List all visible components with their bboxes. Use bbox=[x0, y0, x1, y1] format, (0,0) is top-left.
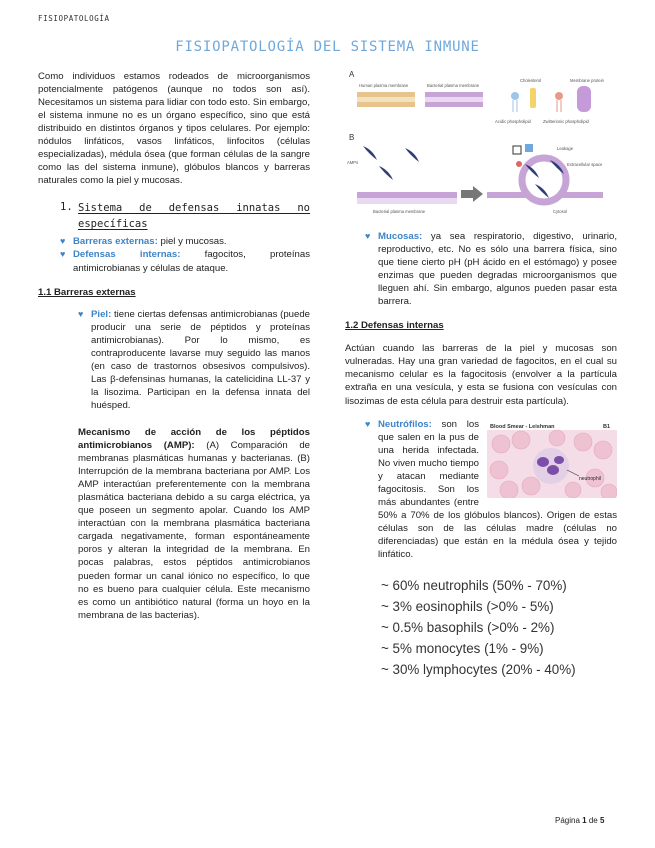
bullet-text: son los que salen en la pus de una herida infectada. No viven mucho tiempo y atacan mediante fagocitosis. Son los más abundantes (entre 50% a 70% de los glóbulos blancos). Origen de estas células son de las células madre (células no diferenciadas) que están en la médula ósea y tejido linfático. bbox=[378, 418, 617, 561]
amp-crescent-shapes bbox=[363, 146, 419, 180]
amp-mechanism-figure bbox=[345, 68, 617, 220]
heart-bullet-icon: ♥ bbox=[78, 308, 84, 319]
panel-b-label: B bbox=[349, 133, 355, 142]
bullet-label: Defensas internas: bbox=[73, 249, 181, 261]
bullet-label: Piel: bbox=[91, 308, 112, 320]
heart-bullet-icon: ♥ bbox=[365, 418, 371, 429]
page-total: 5 bbox=[599, 816, 605, 825]
smear-label: neutrophil bbox=[579, 475, 601, 482]
membrane-protein-shape bbox=[577, 86, 591, 112]
count-item: ~ 0.5% basophils (>0% - 2%) bbox=[381, 620, 555, 636]
leukocyte-counts-list bbox=[381, 575, 617, 680]
bullet-label: Neutrófilos: bbox=[378, 418, 432, 430]
zwitterionic-phospholipid-label: Zwitterionic phospholipid bbox=[543, 119, 589, 124]
section-1-title: Sistema de defensas innatas no específicas bbox=[78, 202, 310, 231]
pore-diagram bbox=[487, 144, 603, 202]
section-1-heading bbox=[60, 200, 310, 232]
subsection-1-2: 1.2 Defensas internas bbox=[345, 320, 444, 332]
count-item: ~ 60% neutrophils (50% - 70%) bbox=[381, 578, 567, 594]
cytosol-label: Cytosol bbox=[553, 209, 567, 214]
bullet-label: Barreras externas: bbox=[73, 236, 158, 248]
neutrophil-cell bbox=[533, 448, 569, 484]
count-item: ~ 3% eosinophils (>0% - 5%) bbox=[381, 599, 554, 615]
bullet-text: piel y mucosas. bbox=[157, 236, 227, 248]
running-head: FISIOPATOLOGÍA bbox=[38, 14, 110, 23]
count-item: ~ 5% monocytes (1% - 9%) bbox=[381, 641, 544, 657]
bacterial-membrane-b bbox=[357, 192, 457, 204]
bullet-text: fagocitos, proteínas antimicrobianas y células de ataque. bbox=[73, 249, 310, 274]
bullet-piel bbox=[78, 308, 310, 412]
heart-bullet-icon: ♥ bbox=[365, 231, 371, 241]
intro-paragraph: Como individuos estamos rodeados de microorganismos potencialmente patógenos (aunque no todos son así). Necesitamos un sistema para lidiar con todo esto. Sin embargo, el sistema inmune no es un órgano específico, sino que está distribuido en distintos órganos y tipos celulares. Por ejemplo: nódulos linfáticos, vasos linfáticos, linfocitos (células especializadas), médula ósea (que forman células de la sangre como las del sistema inmune), glóbulos blancos y barreras naturales como la piel y mucosas. bbox=[38, 71, 310, 187]
bacterial-membrane-bilayer bbox=[425, 92, 483, 107]
leakage-label: Leakage bbox=[557, 146, 574, 151]
membrane-protein-label: Membrane protein bbox=[570, 78, 604, 83]
page-footer bbox=[555, 816, 604, 827]
bullet-neutrofilos bbox=[365, 418, 617, 562]
bullet-defensas bbox=[60, 248, 310, 274]
bullet-text: ya sea respiratorio, digestivo, urinario, reproductivo, etc. No es sólo una barrera física, sino que tiene cierto pH (pH ácido en el estómago) y posee enzimas que pueden degradas microorganismos que lleguen ahí. Sin embargo, algunos pueden pasar esta barrera. bbox=[378, 231, 617, 308]
amp-text: (A) Comparación de membranas plasmáticas humanas y bacterianas. (B) Interrupción de la membrana bacteriana por AMP. Los AMP interactúan preferentemente con la membrana plasmática bacteriana debido a su carga eléctrica, ya que poseen un segmento apolar. Cuando los AMP interactúan con la membrana plasmática bacteriana cargada negativamente, forman espontáneamente poros y alteran la integridad de la membrana. En pocas palabras, estos péptidos antimicrobianos pueden formar un canal iónico no específico, lo que no es bueno para cualquier célula. Este mecanismo es como un antibiótico natural (forma un hoyo en la membrana de las bacterias). bbox=[78, 440, 310, 621]
of-word: de bbox=[588, 816, 598, 825]
bacterial-membrane-label: Bacterial plasma membrane bbox=[427, 83, 480, 88]
section-1-number: 1. bbox=[60, 201, 73, 214]
zwitterionic-phospholipid-shape bbox=[555, 92, 563, 112]
bullet-label: Mucosas: bbox=[378, 231, 423, 242]
subsection-1-1: 1.1 Barreras externas bbox=[38, 286, 136, 298]
smear-code: B1 bbox=[603, 423, 611, 430]
bacterial-membrane-b-label: Bacterial plasma membrane bbox=[373, 209, 426, 214]
blood-smear-image bbox=[487, 420, 617, 498]
heart-bullet-icon: ♥ bbox=[60, 249, 66, 260]
smear-title: Blood Smear - Leishman bbox=[490, 423, 555, 430]
page-title: FISIOPATOLOGÍA DEL SISTEMA INMUNE bbox=[175, 39, 480, 55]
cholesterol-shape bbox=[530, 88, 536, 108]
amp-heading: Mecanismo de acción de los péptidos antimicrobianos (AMP): bbox=[78, 426, 310, 452]
bullet-text: tiene ciertas defensas antimicrobianas (puede producir una serie de péptidos y proteínas antimicrobianas). Por lo mismo, es contraproducente lavarse muy seguido las manos (en caso de trastornos obsesivos compulsivos). Las β-defensinas humanas, la catelicidina LL-37 y la lisozima. Participan en la defensa innata del huésped. bbox=[91, 308, 310, 411]
bullet-barreras bbox=[60, 235, 310, 248]
right-column bbox=[345, 68, 617, 680]
bullet-mucosas bbox=[365, 230, 617, 308]
panel-a-label: A bbox=[349, 70, 355, 79]
human-membrane-label: Human plasma membrane bbox=[359, 83, 409, 88]
extracellular-label: Extracellular space bbox=[567, 162, 603, 167]
count-item: ~ 30% lymphocytes (20% - 40%) bbox=[381, 662, 576, 678]
internas-paragraph: Actúan cuando las barreras de la piel y mucosas son vulneradas. Hay una gran variedad de fagocitos, en el cual su mecanismo celular es la fagocitosis (envolver a la partícula extraña en una vesícula, y esta se fusiona con vesículas con lisozimas de esta célula para destruir esta partícula). bbox=[345, 343, 617, 407]
heart-bullet-icon: ♥ bbox=[60, 236, 66, 247]
arrow-icon bbox=[461, 186, 483, 202]
page-number: 1 bbox=[582, 816, 587, 825]
amp-paragraph bbox=[78, 426, 310, 622]
page-word: Página bbox=[555, 816, 580, 825]
acidic-phospholipid-label: Acidic phospholipid bbox=[495, 119, 531, 124]
acidic-phospholipid-shape bbox=[511, 92, 519, 112]
amps-label: AMPs bbox=[347, 160, 359, 165]
human-membrane-bilayer bbox=[357, 92, 415, 107]
cholesterol-label: Cholesterol bbox=[520, 78, 542, 83]
left-column bbox=[38, 70, 310, 622]
